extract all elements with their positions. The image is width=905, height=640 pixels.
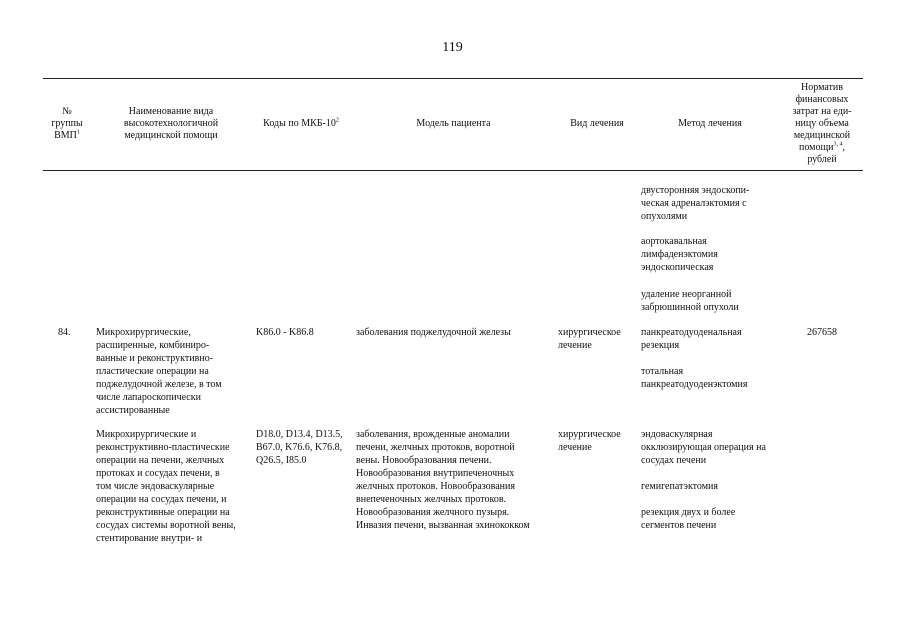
continuation-method-1: двусторонняя эндоскопи- ческая адреналэктомия с опухолями	[641, 185, 750, 222]
header-group-no-label: № группы ВМП	[51, 106, 83, 141]
header-icd-codes-label: Коды по МКБ-10	[263, 118, 336, 129]
row-method-2: гемигепатэктомия	[641, 481, 718, 492]
table-header-bottom-rule	[43, 170, 863, 171]
header-patient-model: Модель пациента	[416, 118, 491, 129]
continuation-method-2: аортокавальная лимфаденэктомия эндоскопическая	[641, 236, 718, 273]
row-cost: 267658	[807, 327, 837, 338]
page-number: 119	[442, 40, 463, 55]
row-type-name: Микрохирургические, расширенные, комбиниро- ванные и реконструктивно- пластические операции на поджелудочной железе, в том числе лапароскопически ассистированные	[96, 327, 222, 416]
header-icd-codes-text	[263, 118, 339, 130]
header-group-no	[43, 78, 91, 170]
continuation-method-3: удаление неорганной забрюшинной опухоли	[641, 289, 739, 313]
row-icd-codes: D18.0, D13.4, D13.5, B67.0, K76.6, K76.8, Q26.5, I85.0	[256, 429, 343, 466]
row-method-2: тотальная панкреатодуоденэктомия	[641, 366, 748, 390]
header-cost-norm-label: Норматив финансовых затрат на еди- ницу объема медицинской помощи	[792, 82, 852, 153]
row-treatment-type: хирургическое лечение	[558, 429, 621, 453]
row-patient-model: заболевания, врожденные аномалии печени, желчных протоков, воротной вены. Новообразования печени. Новообразования внутрипеченочных желчных протоков. Новообразования внепеченочных желчных протоков. Новообразования желчного пузыря. Инвазия печени, вызванная эхинококком	[356, 429, 530, 531]
row-type-name: Микрохирургические и реконструктивно-пластические операции на печени, желчных протоках и сосудах печени, в том числе эндоваскулярные операции на сосудах печени, и реконструктивные операции на сосудах системы воротной вены, стентирование внутри- и	[96, 429, 236, 544]
header-cost-norm-text	[792, 82, 851, 166]
header-group-no-footnote: 1	[76, 129, 80, 136]
header-treatment-method: Метод лечения	[678, 118, 742, 129]
header-group-no-text	[51, 106, 82, 142]
header-icd-codes	[251, 78, 351, 170]
row-icd-codes: K86.0 - K86.8	[256, 327, 314, 338]
row-method-3: резекция двух и более сегментов печени	[641, 507, 736, 531]
row-group-no: 84.	[58, 327, 71, 338]
row-patient-model: заболевания поджелудочной железы	[356, 327, 511, 338]
header-icd-codes-footnote: 2	[335, 117, 339, 124]
header-cost-norm-footnote: 3, 4	[833, 141, 843, 148]
header-cost-norm	[782, 78, 862, 170]
row-method-1: панкреатодуоденальная резекция	[641, 327, 742, 351]
row-treatment-type: хирургическое лечение	[558, 327, 621, 351]
header-type-name: Наименование вида высокотехнологичной медицинской помощи	[123, 106, 219, 141]
header-cost-norm-unit: , рублей	[807, 142, 846, 165]
row-method-1: эндоваскулярная окклюзирующая операция на сосудах печени	[641, 429, 766, 466]
header-treatment-type: Вид лечения	[570, 118, 624, 129]
